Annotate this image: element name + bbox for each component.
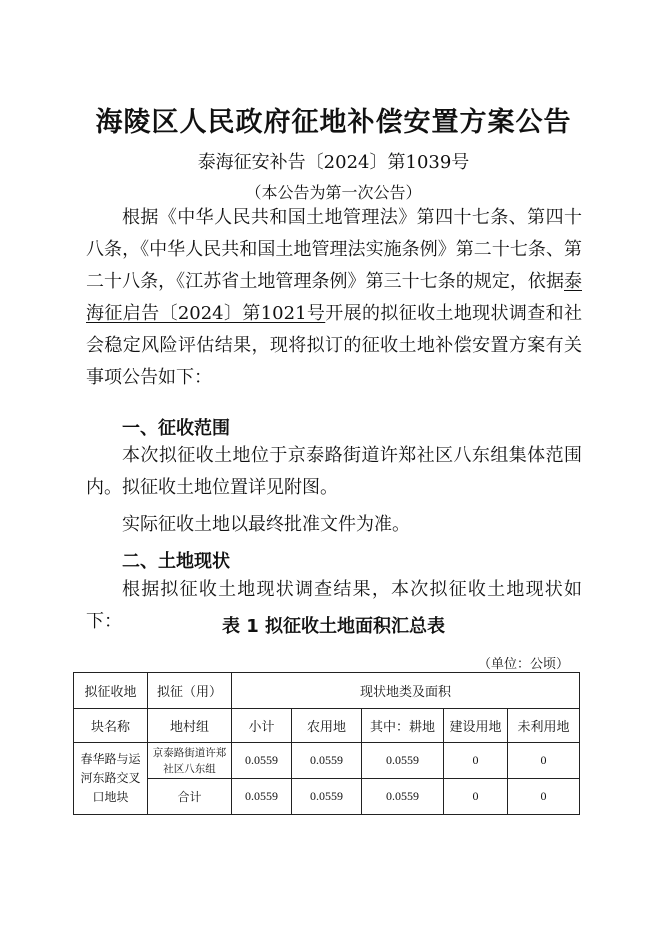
land-area-table [73, 672, 580, 815]
header-village-group-bottom: 地村组 [148, 709, 232, 743]
block-name-cell: 春华路与运河东路交叉口地块 [74, 743, 148, 815]
value-cell: 0 [444, 743, 508, 779]
header-unused-land: 未利用地 [508, 709, 580, 743]
value-cell: 0 [508, 743, 580, 779]
value-cell: 0.0559 [232, 779, 292, 815]
page-title: 海陵区人民政府征地补偿安置方案公告 [95, 107, 572, 138]
value-cell: 0.0559 [232, 743, 292, 779]
announcement-note: （本公告为第一次公告） [245, 183, 422, 202]
village-group-cell: 京泰路街道许郑社区八东组 [148, 743, 232, 779]
value-cell: 0.0559 [292, 743, 362, 779]
header-land-type-group: 现状地类及面积 [232, 673, 580, 709]
header-village-group-top: 拟征（用） [148, 673, 232, 709]
document-number: 泰海征安补告〔2024〕第1039号 [197, 152, 470, 173]
intro-text-2: 开展的拟征收土地现状调查和社会稳定风险评估结果，现将拟订的征收土地补偿安置方案有关事项公告如下： [86, 303, 582, 388]
reference-link: 泰海征启告〔2024〕第1021号 [86, 271, 582, 324]
table-title: 表 1 拟征收土地面积汇总表 [221, 616, 446, 637]
value-cell: 0.0559 [362, 743, 444, 779]
section-heading-status: 二、土地现状 [122, 551, 230, 572]
value-cell: 0.0559 [362, 779, 444, 815]
value-cell: 0.0559 [292, 779, 362, 815]
header-block-name-top: 拟征收地 [74, 673, 148, 709]
value-cell: 0 [508, 779, 580, 815]
intro-text-1: 根据《中华人民共和国土地管理法》第四十七条、第四十八条，《中华人民共和国土地管理法实施条例》第二十七条、第二十八条，《江苏省土地管理条例》第三十七条的规定，依据 [86, 207, 582, 292]
header-construction-land: 建设用地 [444, 709, 508, 743]
section-heading-scope: 一、征收范围 [122, 418, 230, 439]
header-subtotal: 小计 [232, 709, 292, 743]
table-row [74, 779, 580, 815]
value-cell: 0 [444, 779, 508, 815]
status-paragraph: 根据拟征收土地现状调查结果，本次拟征收土地现状如下： [86, 579, 582, 632]
header-block-name-bottom: 块名称 [74, 709, 148, 743]
total-label-cell: 合计 [148, 779, 232, 815]
header-agricultural-land: 农用地 [292, 709, 362, 743]
scope-paragraph: 本次拟征收土地位于京泰路街道许郑社区八东组集体范围内。拟征收土地位置详见附图。 [86, 445, 582, 498]
intro-paragraph [86, 202, 582, 394]
scope-note-paragraph: 实际征收土地以最终批准文件为准。 [122, 514, 410, 535]
table-unit: （单位：公顷） [477, 657, 569, 672]
header-cultivated-land: 其中：耕地 [362, 709, 444, 743]
table-row [74, 743, 580, 779]
